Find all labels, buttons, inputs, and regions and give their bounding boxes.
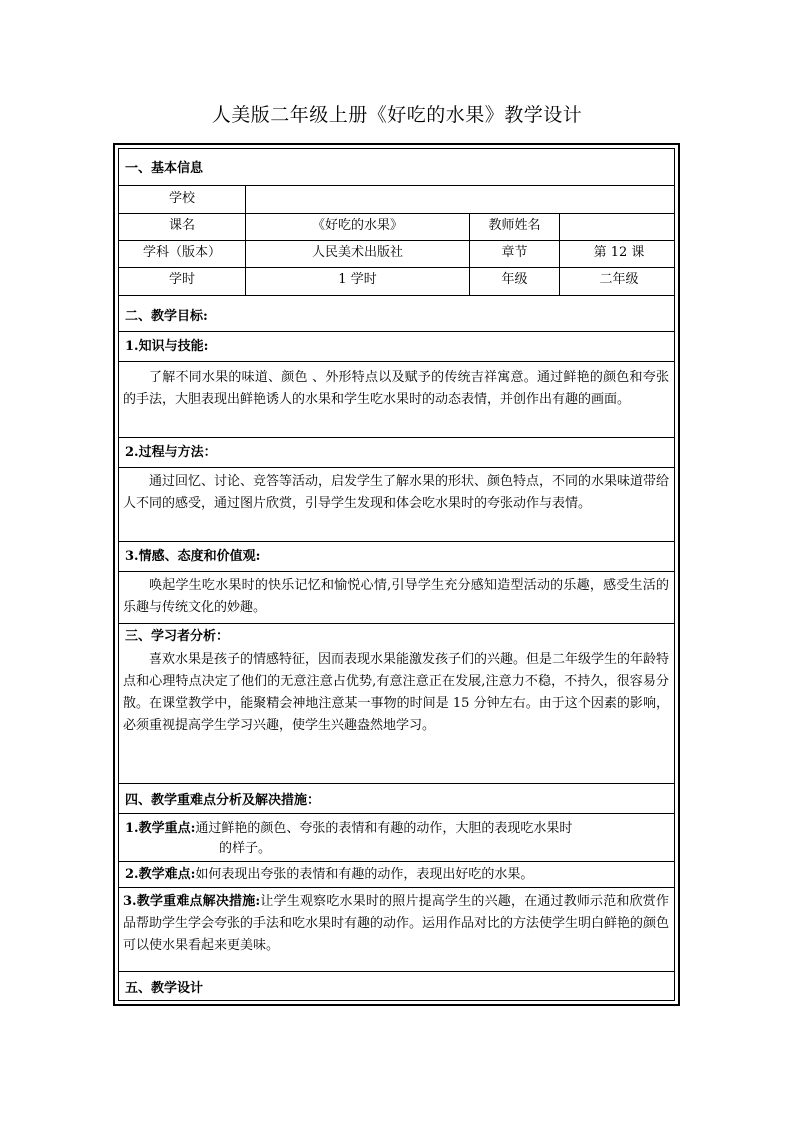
key-point-line bbox=[125, 819, 572, 839]
key-point-label: 1.教学重点: bbox=[125, 821, 196, 836]
divider bbox=[119, 813, 674, 814]
divider bbox=[119, 267, 674, 268]
divider bbox=[119, 467, 674, 468]
divider bbox=[119, 437, 674, 438]
key-point-text: 通过鲜艳的颜色、夸张的表情和有趣的动作，大胆的表现吃水果时 bbox=[195, 821, 573, 836]
solution-text: 让学生观察吃水果时的照片提高学生的兴趣，在通过教师示范和欣赏作品帮助学生学会夸张的手法和吃水果时有趣的动作。运用作品对比的方法使学生明白鲜艳的颜色可以使水果看起来更美味。 bbox=[123, 894, 670, 953]
divider bbox=[119, 861, 674, 862]
section-design-heading: 五、教学设计 bbox=[125, 981, 204, 996]
divider bbox=[119, 213, 674, 214]
table-cell-value-grade: 二年级 bbox=[599, 272, 639, 287]
table-cell-label-grade: 年级 bbox=[501, 272, 528, 287]
divider bbox=[119, 240, 674, 241]
table-inner-border bbox=[118, 148, 675, 1001]
section-goals-heading: 二、教学目标: bbox=[125, 309, 208, 324]
divider bbox=[119, 541, 674, 542]
table-cell-value-subject: 人民美术出版社 bbox=[311, 245, 403, 260]
emotion-heading: 3.情感、态度和价值观: bbox=[125, 549, 261, 564]
document-title: 人美版二年级上册《好吃的水果》教学设计 bbox=[211, 104, 583, 126]
table-cell-label-hours: 学时 bbox=[168, 272, 195, 287]
divider bbox=[119, 887, 674, 888]
divider bbox=[119, 783, 674, 784]
divider bbox=[119, 571, 674, 572]
section-key-heading: 四、教学重难点分析及解决措施： bbox=[125, 793, 321, 808]
difficulty-label: 2.教学难点: bbox=[125, 867, 196, 882]
key-point-text-continued: 的样子。 bbox=[219, 841, 272, 856]
table-cell-label-subject: 学科（版本） bbox=[142, 245, 221, 260]
table-cell-label-chapter: 章节 bbox=[501, 245, 528, 260]
lesson-plan-table bbox=[113, 143, 680, 1006]
emotion-text: 唤起学生吃水果时的快乐记忆和愉悦心情,引导学生充分感知造型活动的乐趣，感受生活的乐趣与传统文化的妙趣。 bbox=[123, 578, 669, 615]
divider bbox=[119, 971, 674, 972]
process-heading: 2.过程与方法： bbox=[125, 445, 217, 460]
solution-label: 3.教学重难点解决措施: bbox=[123, 894, 261, 909]
difficulty-line bbox=[125, 865, 533, 885]
learner-text: 喜欢水果是孩子的情感特征，因而表现水果能激发孩子们的兴趣。但是二年级学生的年龄特点和心理特点决定了他们的无意注意占优势,有意注意正在发展,注意力不稳，不持久，很容易分散。在课堂教学中，能聚精会神地注意某一事物的时间是 15 分钟左右。由于这个因素的影响，必须重视提高学生学习兴趣，使学生兴趣盎然地学习。 bbox=[123, 652, 670, 733]
divider bbox=[119, 185, 674, 186]
divider bbox=[119, 623, 674, 624]
difficulty-text: 如何表现出夸张的表情和有趣的动作，表现出好吃的水果。 bbox=[195, 867, 534, 882]
table-cell-value-chapter: 第 12 课 bbox=[593, 245, 645, 260]
section-learner-heading: 三、学习者分析： bbox=[125, 629, 230, 644]
knowledge-text: 了解不同水果的味道、颜色 、外形特点以及赋予的传统吉祥寓意。通过鲜艳的颜色和夸张的手法，大胆表现出鲜艳诱人的水果和学生吃水果时的动态表情，并创作出有趣的画面。 bbox=[123, 370, 669, 407]
divider bbox=[119, 361, 674, 362]
divider bbox=[119, 295, 674, 296]
table-cell-label-school: 学校 bbox=[168, 191, 195, 206]
section-basic-heading: 一、基本信息 bbox=[125, 161, 204, 176]
table-cell-value-lesson: 《好吃的水果》 bbox=[311, 218, 403, 233]
process-text: 通过回忆、讨论、竞答等活动，启发学生了解水果的形状、颜色特点，不同的水果味道带给人不同的感受，通过图片欣赏，引导学生发现和体会吃水果时的夸张动作与表情。 bbox=[123, 474, 670, 511]
divider bbox=[119, 331, 674, 332]
table-cell-value-hours: 1 学时 bbox=[338, 272, 377, 287]
solution-paragraph bbox=[123, 891, 669, 957]
table-cell-label-teacher: 教师姓名 bbox=[488, 218, 541, 233]
table-cell-label-lesson: 课名 bbox=[168, 218, 195, 233]
knowledge-heading: 1.知识与技能: bbox=[125, 339, 209, 354]
